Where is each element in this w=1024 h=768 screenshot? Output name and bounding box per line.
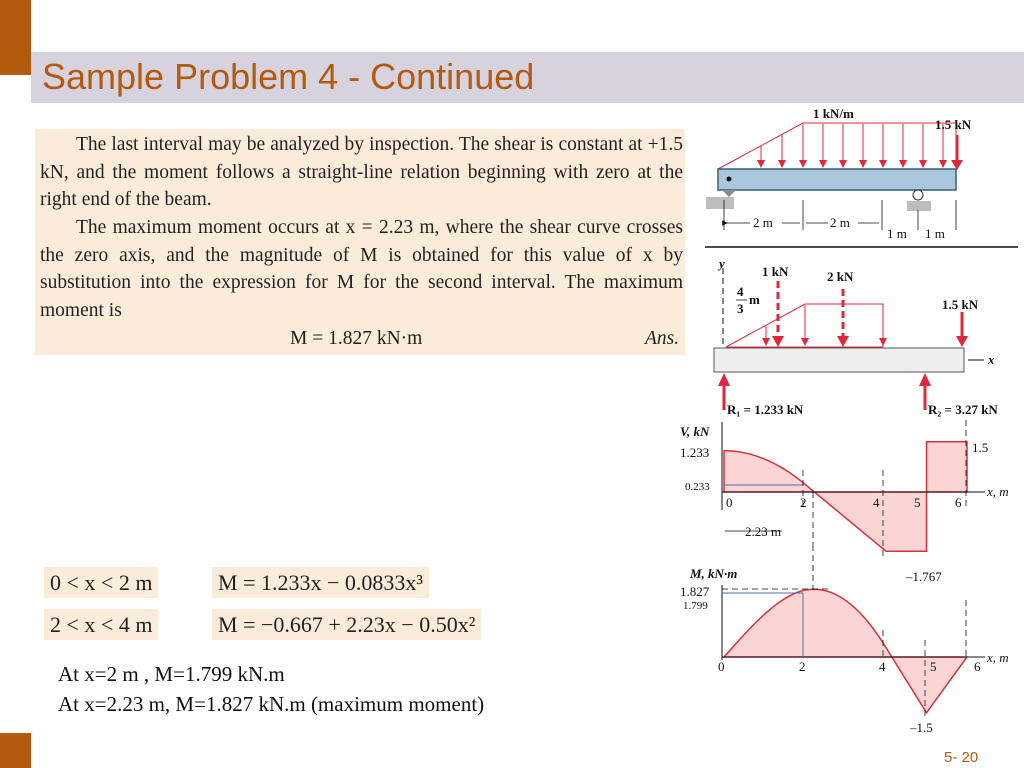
reaction-2-head (919, 373, 931, 386)
shear-xtick-5: 5 (914, 495, 921, 510)
moment-ytick-1799: 1.799 (683, 600, 708, 612)
free-body-diagram (714, 256, 998, 417)
point-load-label: 1.5 kN (935, 117, 972, 132)
dim-2: 2 m (830, 215, 850, 230)
moment-xtick-4: 4 (879, 659, 886, 674)
reaction-1-label: R₁ = 1.233 kN (727, 402, 804, 417)
fbd-y-label: y (719, 256, 725, 271)
resultant-1-label: 1 kN (762, 264, 789, 279)
page-number: 5- 20 (944, 749, 979, 766)
shear-y-label: V, kN (680, 424, 710, 439)
shear-diagram (680, 420, 1009, 584)
distributed-load-outline (718, 123, 956, 169)
shear-ytick-0233: 0.233 (685, 481, 710, 493)
shear-ytick-1233: 1.233 (680, 445, 710, 460)
shear-xtick-6: 6 (955, 495, 962, 510)
solution-paragraph-2: The maximum moment occurs at x = 2.23 m, where the shear curve crosses the zero axis, and the magnitude of M is obtained for this value of x by substitution into the expression for M for the second interval. The maximum moment is (40, 217, 683, 321)
reaction-1-head (718, 373, 730, 386)
shear-xtick-0: 0 (726, 495, 733, 510)
note-line-1: At x=2 m , M=1.799 kN.m (58, 662, 285, 686)
shear-xtick-4: 4 (873, 495, 880, 510)
shear-xtick-2: 2 (800, 495, 807, 510)
beam-sketch (706, 106, 972, 241)
answer-label: Ans. (645, 328, 680, 349)
moment-xtick-6: 6 (974, 659, 981, 674)
interval-2: 2 < x < 4 m (44, 609, 158, 640)
slide-title: Sample Problem 4 - Continued (42, 56, 535, 97)
moment-ytick-1827: 1.827 (680, 584, 710, 599)
dim-223-label: 2.23 m (745, 524, 782, 539)
fbd-frac-top: 4 (737, 284, 744, 299)
dim-1: 2 m (753, 215, 773, 230)
distributed-load-label: 1 kN/m (813, 106, 854, 121)
roller-support (913, 190, 923, 200)
moment-area (724, 589, 967, 712)
shear-x-label: x, m (987, 484, 1009, 499)
solution-paragraph-1: The last interval may be analyzed by inspection. The shear is constant at +1.5 kN, and the moment follows a straight-line relation beginning with zero at the right end of the beam. (40, 134, 683, 210)
dim-3: 1 m (887, 226, 907, 241)
moment-xtick-0: 0 (718, 659, 725, 674)
ground-right (907, 201, 931, 211)
moment-expression-2: M = −0.667 + 2.23x − 0.50x² (212, 609, 481, 640)
moment-y-label: M, kN·m (690, 566, 738, 581)
ground-left (706, 197, 734, 209)
shear-label-1.5: 1.5 (972, 440, 989, 455)
moment-x-label: x, m (987, 650, 1009, 665)
moment-xtick-2: 2 (799, 659, 806, 674)
answer-equation: M = 1.827 kN·m (290, 328, 423, 349)
fbd-frac-unit: m (749, 292, 760, 307)
shear-label-min: –1.767 (906, 569, 942, 584)
dim-4: 1 m (925, 226, 945, 241)
moment-diagram (680, 545, 1009, 735)
resultant-2-label: 2 kN (827, 269, 854, 284)
note-line-2: At x=2.23 m, M=1.827 kN.m (maximum moment) (58, 692, 485, 716)
interval-1: 0 < x < 2 m (44, 567, 158, 598)
pin-support (722, 190, 736, 197)
moment-label-min: –1.5 (910, 720, 933, 735)
beam-body (718, 169, 956, 190)
reaction-2-label: R₂ = 3.27 kN (928, 402, 998, 417)
pin-dot (727, 177, 732, 182)
fbd-point-load-label: 1.5 kN (942, 297, 979, 312)
fbd-beam (714, 348, 964, 372)
fbd-point-load-head (956, 336, 968, 347)
fbd-x-label: x (988, 352, 995, 367)
moment-xtick-5: 5 (930, 659, 937, 674)
fbd-frac-bottom: 3 (737, 301, 744, 316)
moment-expression-1: M = 1.233x − 0.0833x³ (212, 567, 429, 598)
